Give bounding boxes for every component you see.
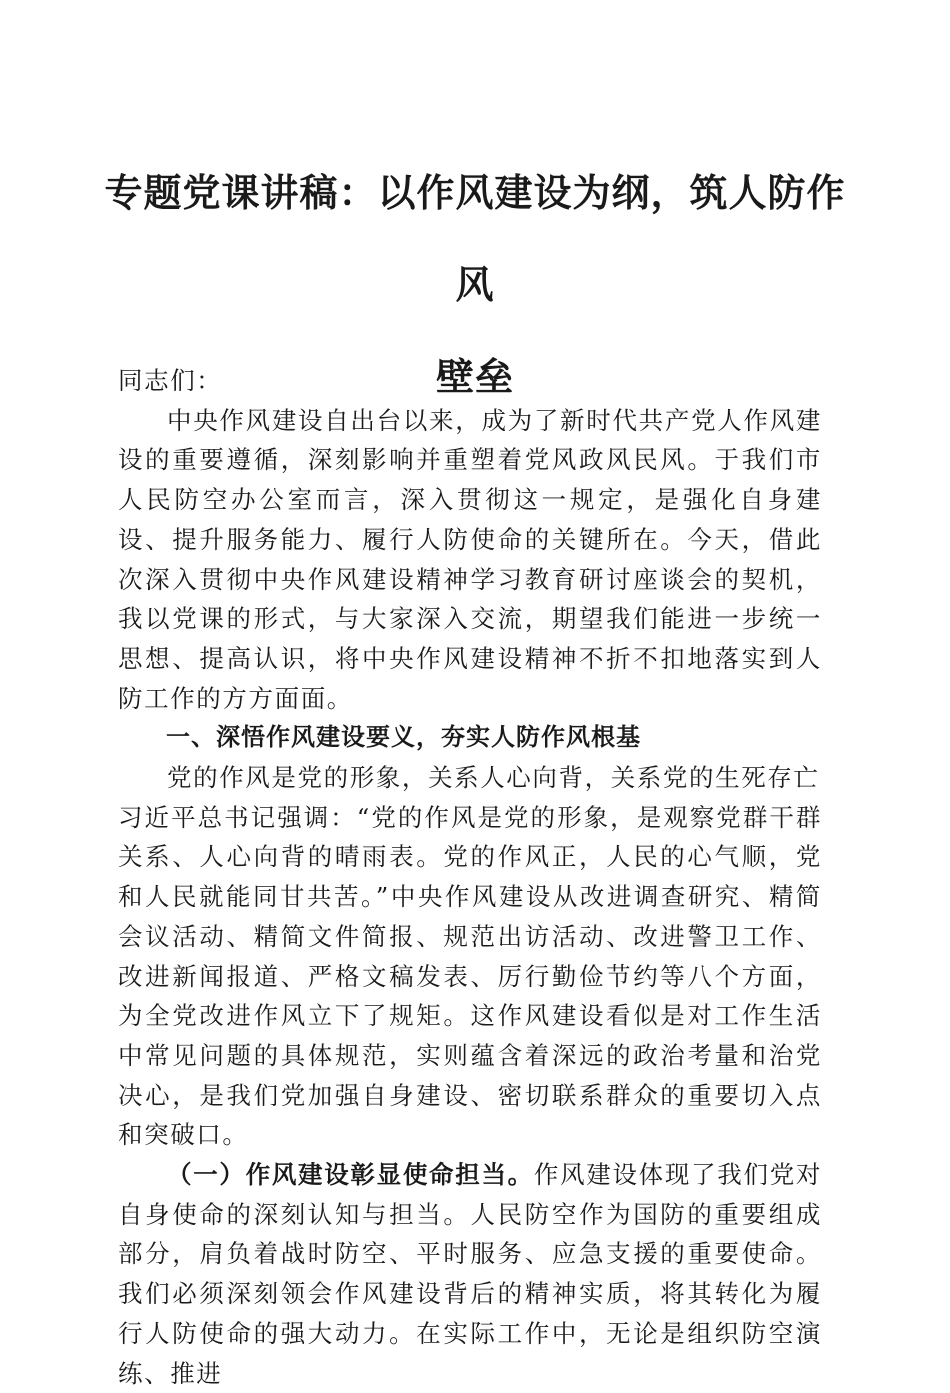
document-body [118, 361, 822, 1393]
subsection-1-heading: （一）作风建设彰显使命担当。 [167, 1160, 534, 1190]
subsection-1-paragraph [118, 1155, 822, 1393]
section-1-paragraph: 习近平总书记强调：“党的作风是党的形象，是观察党群干群关系、人心向背的晴雨表。党的作风正，人民的心气顺，党和人民就能同甘共苦。”中央作风建设从改进调查研究、精简会议活动、精简文件简报、规范出访活动、改进警卫工作、改进新闻报道、严格文稿发表、厉行勤俭节约等八个方面，为全党改进作风立下了规矩。这作风建设看似是对工作生活中常见问题的具体规范，实则蕴含着深远的政治考量和治党决心，是我们党加强自身建设、密切联系群众的重要切入点和突破口。 [118, 802, 822, 1150]
salutation: 同志们： [118, 366, 223, 395]
title-line-1: 专题党课讲稿：以作风建设为纲，筑人防作风 [104, 170, 846, 307]
subsection-1-text: 作风建设体现了我们党对自身使命的深刻认知与担当。人民防空作为国防的重要组成部分，肩负着战时防空、平时服务、应急支援的重要使命。我们必须深刻领会作风建设背后的精神实质，将其转化为履行人防使命的强大动力。在实际工作中，无论是组织防空演练、推进 [118, 1160, 822, 1388]
section-1-first-line [118, 758, 822, 798]
section-1-heading: 一、深悟作风建设要义，夯实人防作风根基 [166, 723, 641, 752]
title-line-2: 壁垒 [435, 354, 514, 399]
section-1-first-line-text: 党的作风是党的形象，关系人心向背，关系党的生死存亡 [167, 763, 820, 793]
intro-paragraph: 中央作风建设自出台以来，成为了新时代共产党人作风建设的重要遵循，深刻影响并重塑着党风政风民风。于我们市人民防空办公室而言，深入贯彻这一规定，是强化自身建设、提升服务能力、履行人防使命的关键所在。今天，借此次深入贯彻中央作风建设精神学习教育研讨座谈会的契机，我以党课的形式，与大家深入交流，期望我们能进一步统一思想、提高认识，将中央作风建设精神不折不扣地落实到人防工作的方方面面。 [118, 405, 822, 713]
